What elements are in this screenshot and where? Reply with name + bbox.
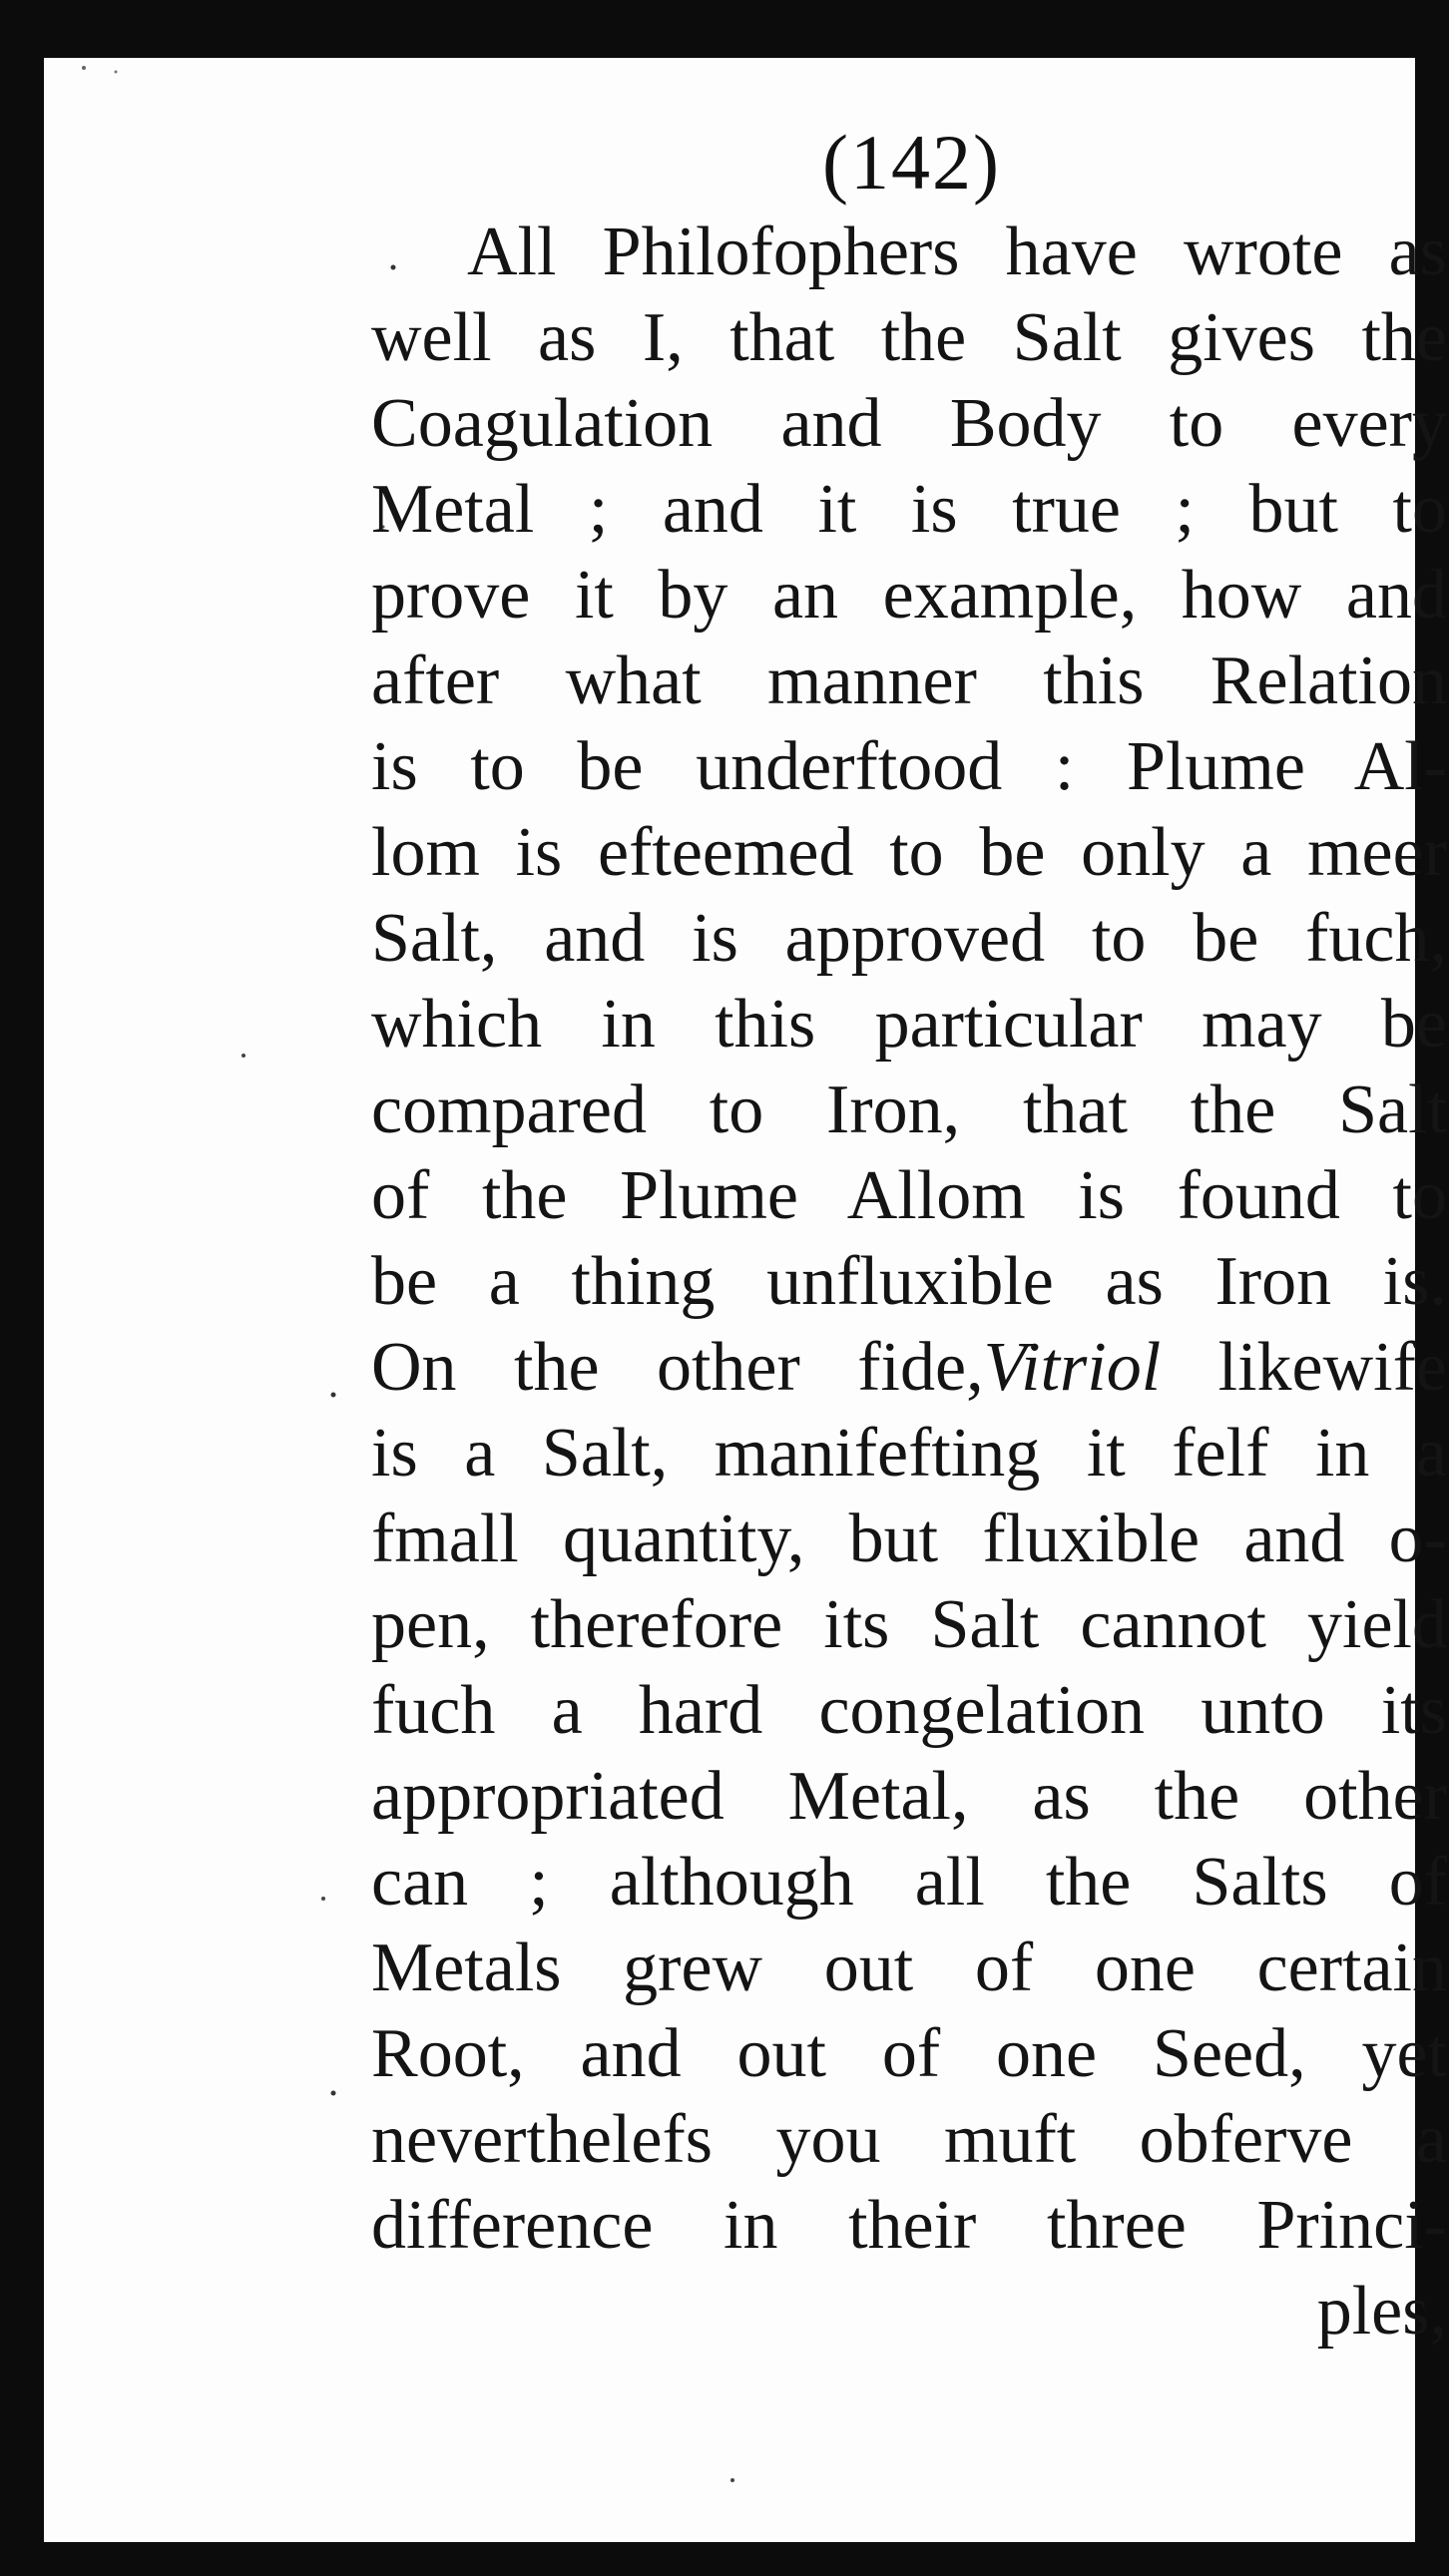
text-line-start: On the other fide, xyxy=(371,1329,984,1406)
text-line: is a Salt, manifefting it felf in a xyxy=(371,1415,1447,1492)
text-line: All Philofophers have wrote as xyxy=(467,214,1447,290)
text-line: Salt, and is approved to be fuch, xyxy=(371,900,1447,977)
text-line: fmall quantity, but fluxible and o- xyxy=(371,1501,1447,1577)
text-line: be a thing unfluxible as Iron is. xyxy=(371,1243,1447,1320)
text-line: compared to Iron, that the Salt xyxy=(371,1072,1447,1148)
text-line: after what manner this Relation xyxy=(371,643,1447,719)
text-line: is to be underftood : Plume Al- xyxy=(371,728,1447,805)
scan-edge-top xyxy=(0,0,1449,58)
text-line: can ; although all the Salts of xyxy=(371,1844,1447,1921)
text-line: Metals grew out of one certain xyxy=(371,1930,1447,2006)
text-line: Metal ; and it is true ; but to xyxy=(371,471,1447,548)
text-line: of the Plume Allom is found to xyxy=(371,1157,1447,1234)
text-line: prove it by an example, how and xyxy=(371,557,1447,634)
text-line: fuch a hard congelation unto its xyxy=(371,1672,1447,1749)
page-number: (142) xyxy=(822,119,1001,206)
text-line: appropriated Metal, as the other xyxy=(371,1758,1447,1835)
text-line-end: likewife xyxy=(1161,1329,1447,1406)
catchword: ples, xyxy=(1316,2273,1447,2350)
body-text xyxy=(371,210,1447,2355)
book-page xyxy=(44,58,1447,2542)
text-line-vitriol xyxy=(371,1325,1447,1411)
text-line: well as I, that the Salt gives the xyxy=(371,299,1447,376)
text-line: which in this particular may be xyxy=(371,986,1447,1063)
text-line: Coagulation and Body to every xyxy=(371,385,1447,462)
text-line: neverthelefs you muft obferve a xyxy=(371,2101,1447,2178)
text-line: difference in their three Princi- xyxy=(371,2187,1447,2264)
text-line: pen, therefore its Salt cannot yield xyxy=(371,1586,1447,1663)
text-line: lom is efteemed to be only a meer xyxy=(371,814,1447,891)
italic-word: Vitriol xyxy=(983,1329,1162,1406)
scan-edge-left xyxy=(0,0,44,2576)
scan-edge-bottom xyxy=(0,2542,1449,2576)
text-line: Root, and out of one Seed, yet xyxy=(371,2015,1447,2092)
